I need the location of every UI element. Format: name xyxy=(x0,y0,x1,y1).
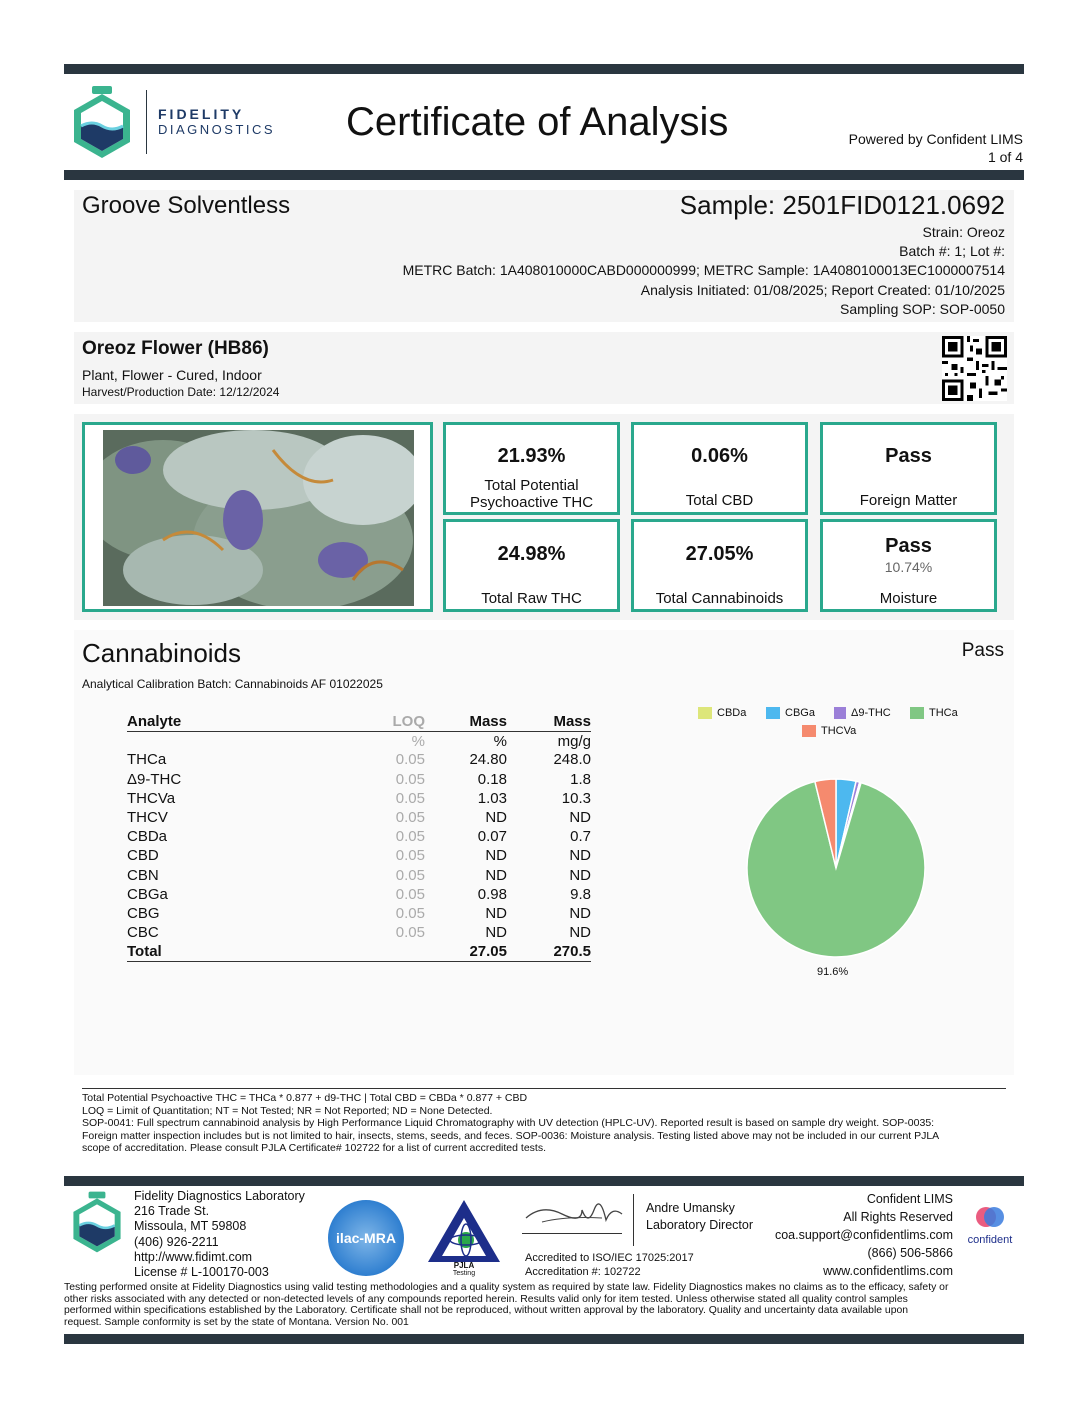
legend-swatch xyxy=(834,707,846,719)
pjla-logo xyxy=(426,1198,502,1280)
ilac-text: ilac-MRA xyxy=(336,1230,396,1246)
lab-phone: (406) 926-2211 xyxy=(134,1234,219,1249)
loq: 0.05 xyxy=(395,847,425,865)
analyte: CBGa xyxy=(127,885,168,903)
powered-by: Powered by Confident LIMS xyxy=(848,131,1023,147)
legend-label: THCa xyxy=(929,707,958,719)
summary-card-foreign-matter xyxy=(820,422,997,515)
footnotes xyxy=(82,1092,1012,1155)
sample-id: Sample: 2501FID0121.0692 xyxy=(679,190,1005,220)
product-photo-frame xyxy=(82,422,433,612)
header-bottom-bar xyxy=(64,170,1024,180)
mass-pct: ND xyxy=(485,847,507,865)
col-loq: LOQ xyxy=(317,712,425,731)
lims-email[interactable]: coa.support@confidentlims.com xyxy=(774,1228,953,1242)
table-row xyxy=(127,904,591,923)
harvest-date: Harvest/Production Date: 12/12/2024 xyxy=(82,385,280,399)
analyte: THCV xyxy=(127,809,168,827)
total-cbd-value: 0.06% xyxy=(691,445,748,467)
footnote-line: Total Potential Psychoactive THC = THCa * 0.877 + d9-THC | Total CBD = CBDa * 0.877 + CBD xyxy=(82,1092,528,1104)
legend-label: THCVa xyxy=(821,725,857,737)
product-name: Oreoz Flower (HB86) xyxy=(82,338,269,359)
total-row xyxy=(127,942,591,961)
mass-pct: 1.03 xyxy=(477,789,507,807)
analysis-dates: Analysis Initiated: 01/08/2025; Report Created: 01/10/2025 xyxy=(640,282,1005,298)
signer-title: Laboratory Director xyxy=(646,1218,753,1232)
product-type: Plant, Flower - Cured, Indoor xyxy=(82,367,262,383)
cannabinoids-table xyxy=(127,712,591,962)
total-cannabinoids-value: 27.05% xyxy=(685,543,754,565)
client-name: Groove Solventless xyxy=(82,192,291,219)
legend-item-cbda xyxy=(698,707,746,719)
signature xyxy=(522,1196,632,1236)
ilac-mra-logo xyxy=(328,1200,404,1276)
mass-mg: 1.8 xyxy=(570,770,591,788)
analyte: CBN xyxy=(127,866,159,884)
confident-logo xyxy=(964,1202,1016,1252)
total-raw-thc-label: Total Raw THC xyxy=(481,590,582,607)
col-mass-pct: Mass xyxy=(425,712,507,731)
legend-swatch xyxy=(766,707,780,719)
mass-mg: 10.3 xyxy=(561,789,591,807)
disclaimer-line: request. Sample conformity is set by the state of Montana. Version No. 001 xyxy=(64,1316,409,1328)
accreditation-number: Accreditation #: 102722 xyxy=(525,1266,641,1278)
analyte: CBC xyxy=(127,924,159,942)
loq: 0.05 xyxy=(395,770,425,788)
mass-mg: ND xyxy=(569,866,591,884)
signature-divider xyxy=(633,1194,634,1246)
moisture-label: Moisture xyxy=(879,590,938,607)
top-bar xyxy=(64,64,1024,74)
metrc: METRC Batch: 1A408010000CABD000000999; METRC Sample: 1A4080100013EC1000007514 xyxy=(402,262,1005,278)
legend-item-cbga xyxy=(766,707,815,719)
mass-pct: ND xyxy=(485,924,507,942)
footnote-line: LOQ = Limit of Quantitation; NT = Not Tested; NR = Not Reported; ND = None Detected. xyxy=(82,1104,493,1117)
pjla-sub: Testing xyxy=(452,1270,476,1277)
units-row xyxy=(127,731,591,750)
strain: Strain: Oreoz xyxy=(922,224,1005,240)
lims-rights: All Rights Reserved xyxy=(843,1210,953,1224)
summary-card-moisture xyxy=(820,519,997,612)
legend-label: CBDa xyxy=(717,707,747,719)
footnote-divider xyxy=(82,1088,1006,1089)
pie-label-thca: 91.6% xyxy=(817,966,849,978)
mass-pct: 0.07 xyxy=(477,828,507,846)
table-row xyxy=(127,789,591,808)
disclaimer xyxy=(64,1282,1024,1328)
legend-swatch xyxy=(802,725,816,737)
footnote-line: scope of accreditation. Please consult PJLA Certificate# 102722 for a list of current accredited tests. xyxy=(82,1142,546,1155)
col-analyte: Analyte xyxy=(127,712,317,731)
table-row xyxy=(127,808,591,827)
calibration-batch: Analytical Calibration Batch: Cannabinoids AF 01022025 xyxy=(82,677,383,691)
disclaimer-line: Testing performed onsite at Fidelity Diagnostics using valid testing methodologies and a quality system as required by state law. Fidelity Diagnostics makes no claims as to the efficacy, safety or xyxy=(64,1282,949,1293)
mass-mg: ND xyxy=(569,847,591,865)
total-mass-mg: 270.5 xyxy=(507,942,591,961)
table-row xyxy=(127,827,591,846)
legend-item-d9thc xyxy=(834,707,891,719)
loq: 0.05 xyxy=(395,789,425,807)
total-cbd-label: Total CBD xyxy=(685,492,754,509)
mass-mg: 0.7 xyxy=(570,828,591,846)
total-raw-thc-value: 24.98% xyxy=(497,543,566,565)
legend-swatch xyxy=(698,707,712,719)
footnote-line: Foreign matter inspection includes but is not limited to hair, insects, stems, seeds, and feces. SOP-0036: Moisture analysis. Testing listed above may not be included in our current PJLA xyxy=(82,1129,940,1142)
cannabinoids-status: Pass xyxy=(961,640,1004,661)
lab-logo xyxy=(70,84,134,160)
footer-lab-logo xyxy=(70,1190,124,1254)
lab-license: License # L-100170-003 xyxy=(134,1265,269,1280)
mass-pct: ND xyxy=(485,904,507,922)
brand-name: FIDELITY xyxy=(158,106,245,122)
loq: 0.05 xyxy=(395,809,425,827)
page-number: 1 of 4 xyxy=(987,149,1023,165)
lab-address1: 216 Trade St. xyxy=(134,1204,210,1219)
footer-top-bar xyxy=(64,1176,1024,1186)
mass-pct: 0.98 xyxy=(477,885,507,903)
legend-label: CBGa xyxy=(785,707,815,719)
mass-pct: ND xyxy=(485,866,507,884)
confident-logo-text: confident xyxy=(967,1234,1013,1246)
pjla-text: PJLA xyxy=(453,1261,475,1270)
total-thc-label1: Total Potential xyxy=(484,477,579,494)
mass-mg: 9.8 xyxy=(570,885,591,903)
table-header-row xyxy=(127,712,591,731)
lims-info xyxy=(775,1190,953,1280)
table-row xyxy=(127,846,591,865)
legend-swatch xyxy=(910,707,924,719)
total-label: Total xyxy=(127,942,317,961)
signature-line xyxy=(522,1233,622,1234)
lab-address2: Missoula, MT 59808 xyxy=(134,1219,247,1234)
foreign-matter-value: Pass xyxy=(885,445,932,467)
loq: 0.05 xyxy=(395,885,425,903)
logo-divider xyxy=(146,90,147,154)
footnote-line: SOP-0041: Full spectrum cannabinoid analysis by High Performance Liquid Chromatography with UV detection (HPLC-UV). Reported result is based on sample dry weight. SOP-0035: xyxy=(82,1117,935,1130)
table-row xyxy=(127,866,591,885)
footer-bottom-bar xyxy=(64,1334,1024,1344)
loq: 0.05 xyxy=(395,866,425,884)
table-row xyxy=(127,750,591,769)
moisture-percent: 10.74% xyxy=(884,559,933,575)
unit-loq: % xyxy=(411,732,425,750)
sampling-sop: Sampling SOP: SOP-0050 xyxy=(840,301,1005,317)
lab-website[interactable]: http://www.fidimt.com xyxy=(134,1249,253,1264)
lab-name: Fidelity Diagnostics Laboratory xyxy=(134,1189,305,1203)
disclaimer-line: other risks associated with any detected or non-detected levels of any compounds reported herein. Results valid only for item tested. Unless otherwise stated all quality control samples xyxy=(64,1293,908,1305)
col-mass-mg: Mass xyxy=(507,712,591,731)
qr-code[interactable] xyxy=(942,336,1007,401)
analyte: CBDa xyxy=(127,828,168,846)
page-title: Certificate of Analysis xyxy=(346,100,729,144)
total-mass-pct: 27.05 xyxy=(425,942,507,961)
table-row xyxy=(127,923,591,942)
mass-mg: 248.0 xyxy=(553,751,591,769)
batch: Batch #: 1; Lot #: xyxy=(899,243,1005,259)
table-row xyxy=(127,770,591,789)
legend-label: Δ9-THC xyxy=(851,707,891,719)
analyte: Δ9-THC xyxy=(127,770,182,788)
mass-mg: ND xyxy=(569,904,591,922)
summary-card-total-cbd xyxy=(631,422,808,515)
analyte: THCVa xyxy=(127,789,176,807)
summary-card-total-cannabinoids xyxy=(631,519,808,612)
total-loq xyxy=(317,942,425,961)
mass-mg: ND xyxy=(569,809,591,827)
total-cannabinoids-label: Total Cannabinoids xyxy=(655,590,784,607)
unit-analyte xyxy=(127,731,317,750)
loq: 0.05 xyxy=(395,904,425,922)
analyte: CBD xyxy=(127,847,159,865)
cannabinoid-pie-chart xyxy=(740,772,932,964)
table-row xyxy=(127,885,591,904)
signer-name: Andre Umansky xyxy=(646,1201,735,1215)
lims-name: Confident LIMS xyxy=(866,1192,953,1206)
mass-mg: ND xyxy=(569,924,591,942)
product-photo xyxy=(103,430,414,606)
total-thc-label2: Psychoactive THC xyxy=(469,494,594,511)
unit-mass-pct: % xyxy=(493,732,507,750)
lims-phone: (866) 506-5866 xyxy=(867,1246,953,1260)
brand-subname: DIAGNOSTICS xyxy=(158,122,276,137)
summary-card-total-raw-thc xyxy=(443,519,620,612)
analyte: THCa xyxy=(127,751,167,769)
foreign-matter-label: Foreign Matter xyxy=(859,492,958,509)
unit-mass-mg: mg/g xyxy=(557,732,591,750)
loq: 0.05 xyxy=(395,751,425,769)
footer-lab-info xyxy=(134,1189,305,1280)
total-thc-value: 21.93% xyxy=(497,445,566,467)
summary-card-total-thc xyxy=(443,422,620,515)
cannabinoids-title: Cannabinoids xyxy=(82,638,242,668)
disclaimer-line: performed within specifications established by the Laboratory. Certificate shall not be reproduced, without written approval by the laboratory. Quality and uncertainty data available upon xyxy=(64,1305,909,1316)
legend-item-thca xyxy=(910,707,958,719)
legend-item-thcva xyxy=(802,725,856,737)
accreditation: Accredited to ISO/IEC 17025:2017 xyxy=(525,1252,694,1264)
loq: 0.05 xyxy=(395,828,425,846)
lims-website[interactable]: www.confidentlims.com xyxy=(823,1264,953,1278)
moisture-value: Pass xyxy=(885,535,932,557)
mass-pct: 24.80 xyxy=(469,751,507,769)
analyte: CBG xyxy=(127,904,160,922)
loq: 0.05 xyxy=(395,924,425,942)
mass-pct: ND xyxy=(485,809,507,827)
mass-pct: 0.18 xyxy=(477,770,507,788)
